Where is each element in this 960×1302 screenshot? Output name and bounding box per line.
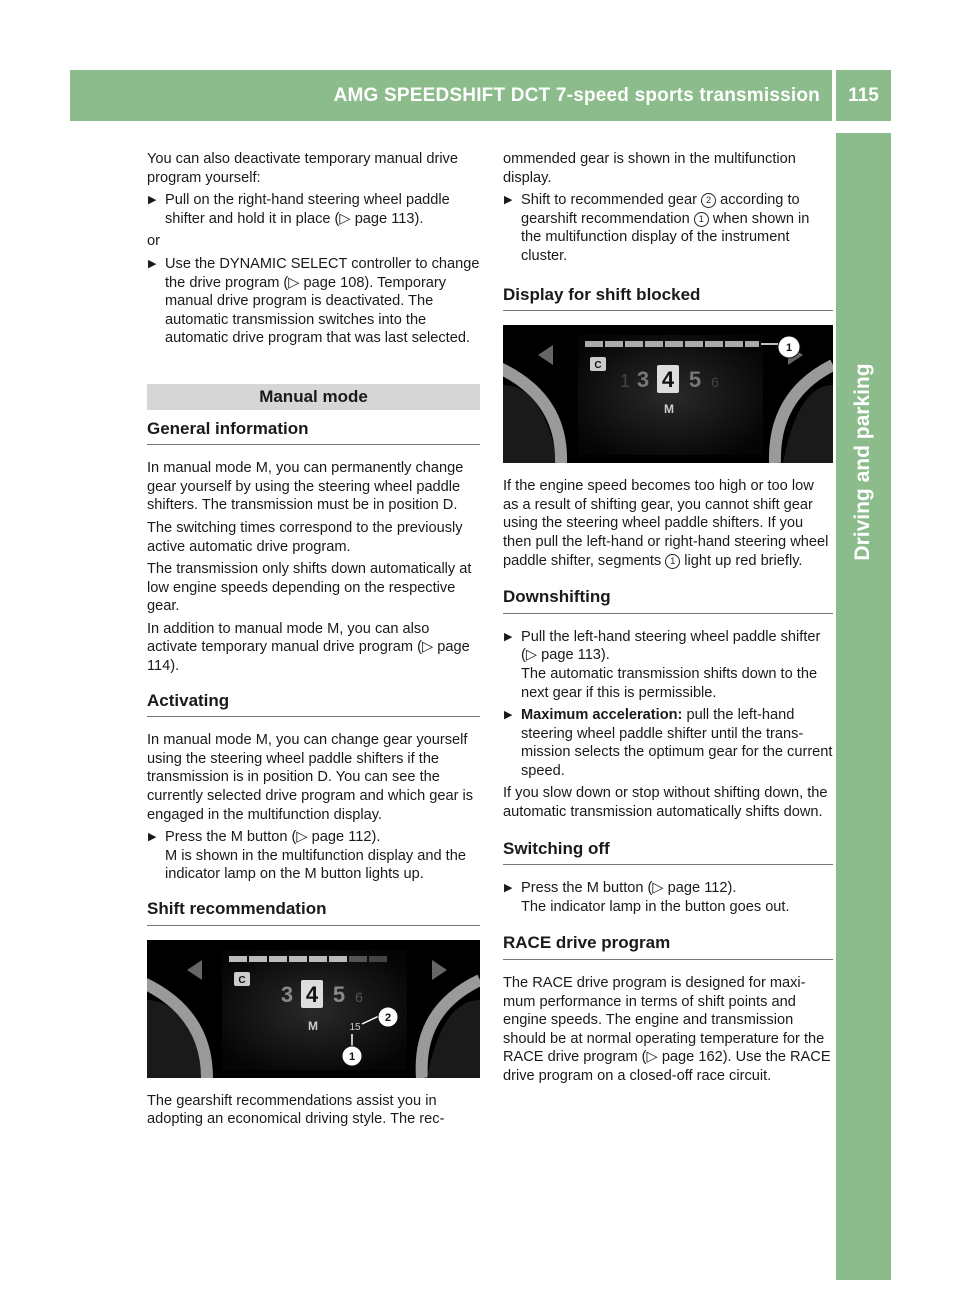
callout-number-icon: 2 [701, 193, 716, 208]
step-arrow-icon: ▶ [148, 194, 157, 207]
instruction-step [503, 191, 833, 265]
instruction-step [503, 628, 833, 702]
fig-gear-selected: 4 [661, 367, 675, 393]
step-text: Use the DYNAMIC SELECT controller to change the drive program (▷ page 108). Temporary manual drive program is deactivated. The automatic transmission switches into the automatic drive program that was last selected. [165, 255, 480, 347]
shift-recommendation-figure [147, 940, 480, 1078]
step-text: when shown in the multifunction display of the instrument cluster. [521, 210, 810, 264]
fig-callout: 1 [785, 342, 793, 355]
fig-gear: 3 [280, 981, 294, 1007]
step-text: Pull on the right-hand steering wheel paddle shifter and hold it in place (▷ page 113). [165, 192, 450, 227]
step-arrow-icon: ▶ [148, 257, 157, 270]
step-arrow-icon: ▶ [504, 194, 513, 207]
fig-rec-gear: 15 [349, 1021, 361, 1033]
chapter-title: AMG SPEEDSHIFT DCT 7-speed sports transmission [333, 85, 820, 106]
text-run: If the engine speed becomes too high or too low as a result of shifting gear, you cannot shift gear using the steering wheel paddle shifters. If you then pull the left-hand or right-hand steering wheel paddle shifter, segments [503, 478, 829, 569]
fig-gear: 6 [711, 374, 719, 391]
heading-race-drive-program: RACE drive program [503, 934, 833, 960]
instruction-step [147, 191, 480, 228]
step-result: M is shown in the multifunction display and the indicator lamp on the M button lights up. [165, 847, 466, 883]
section-heading-manual-mode: Manual mode [147, 384, 480, 410]
step-arrow-icon: ▶ [504, 882, 513, 895]
heading-switching-off: Switching off [503, 840, 833, 866]
heading-display-shift-blocked: Display for shift blocked [503, 286, 833, 312]
paragraph: The RACE drive program is designed for maximum performance in terms of shift points and engine speeds. The engine and transmission should be at normal operating temperature for the RACE drive program (▷ page 162). Use the RACE drive program on a closed-off race circuit. [503, 975, 831, 1084]
instrument-cluster-image [147, 940, 480, 1078]
fig-gear: 1 [619, 371, 631, 392]
fig-gear: 6 [355, 988, 363, 1005]
callout-number-icon: 1 [694, 212, 709, 227]
right-column [503, 150, 833, 1090]
paragraph: ommended gear is shown in the multifunction display. [503, 151, 796, 186]
fig-c-label: C [594, 360, 602, 372]
fig-mode: M [664, 402, 674, 417]
step-text: Press the M button (▷ page 112). [521, 880, 737, 897]
shift-blocked-figure [503, 325, 833, 463]
fig-gear: 5 [332, 981, 346, 1007]
paragraph: In manual mode M, you can change gear yourself using the steering wheel paddle shifters if the transmission is in position D. You can see the currently selected drive program and which gear is engaged in the multifunction display. [147, 732, 474, 823]
paragraph: In addition to manual mode M, you can also activate temporary manual drive program (▷ page 114). [147, 620, 470, 675]
paragraph: The transmission only shifts down automatically at low engine speeds depending on the respective gear. [147, 561, 472, 615]
instrument-cluster-image [503, 325, 833, 463]
left-column [147, 150, 480, 1133]
sidebar-tab [836, 133, 891, 1280]
instruction-step [147, 828, 480, 884]
step-result: The automatic transmission shifts down to the next gear if this is permissible. [521, 665, 818, 701]
paragraph: If you slow down or stop without shifting down, the automatic transmission automatically shifts down. [503, 785, 828, 821]
sidebar-label-text: Driving and parking [850, 363, 874, 561]
callout-number-icon: 1 [665, 554, 680, 569]
step-arrow-icon: ▶ [148, 831, 157, 844]
instruction-step [503, 879, 833, 916]
step-result: The indicator lamp in the button goes out. [521, 898, 790, 915]
paragraph: The switching times correspond to the previously active automatic drive program. [147, 519, 463, 555]
fig-callout: 1 [348, 1050, 356, 1063]
page-number: 115 [836, 70, 891, 121]
step-text: pull the left-hand steering wheel paddle shifter until the transmission selects the optimum gear for the current speed. [521, 707, 833, 779]
instruction-step [147, 255, 480, 348]
rpm-segments [585, 341, 759, 347]
heading-activating: Activating [147, 692, 480, 718]
step-text: according to gearshift recommendation [521, 192, 800, 227]
step-text: Pull the left-hand steering wheel paddle shifter (▷ page 113). [521, 628, 821, 664]
page-header-bar [70, 70, 832, 121]
paragraph-or: or [147, 233, 160, 250]
fig-gear-selected: 4 [305, 981, 319, 1007]
step-arrow-icon: ▶ [504, 630, 513, 643]
heading-downshifting: Downshifting [503, 588, 833, 614]
step-bold-label: Maximum acceleration: [521, 707, 683, 724]
fig-mode: M [308, 1018, 318, 1033]
heading-general-information: General information [147, 420, 480, 446]
step-arrow-icon: ▶ [504, 709, 513, 722]
paragraph: In manual mode M, you can permanently change gear yourself by using the steering wheel paddle shifters. The transmission must be in position D. [147, 460, 464, 514]
instruction-step [503, 706, 833, 780]
sidebar-section-label [835, 352, 890, 572]
paragraph: The gearshift recommendations assist you in adopting an economical driving style. The rec- [147, 1092, 445, 1128]
paragraph [503, 477, 833, 570]
fig-callout: 2 [384, 1011, 392, 1024]
fig-c-label: C [238, 974, 246, 986]
fig-gear: 3 [636, 367, 650, 393]
step-text: Press the M button (▷ page 112). [165, 829, 381, 846]
paragraph: You can also deactivate temporary manual drive program yourself: [147, 151, 458, 186]
step-text: Shift to recommended gear [521, 192, 702, 209]
text-run: light up red briefly. [680, 552, 803, 569]
heading-shift-recommendation: Shift recommendation [147, 900, 480, 926]
fig-gear: 5 [688, 367, 702, 393]
